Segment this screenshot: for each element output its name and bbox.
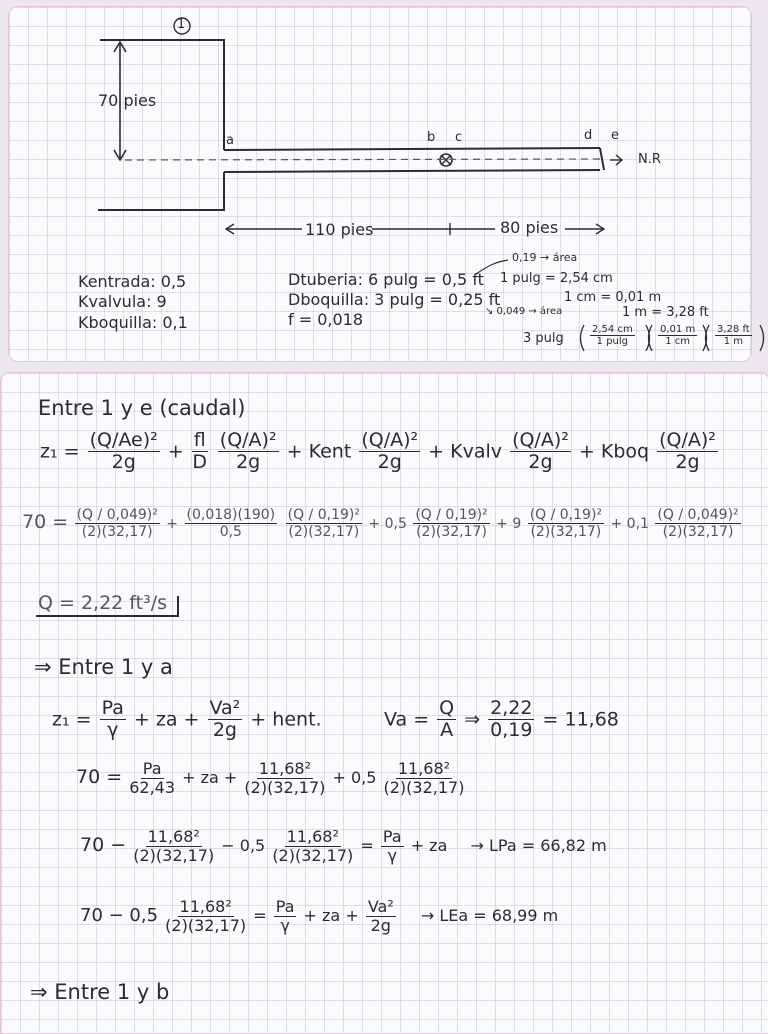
equation-pressure-head: 70 − $\frac{\text{11,68²}}{(2)(32,17)}$ − 0,5 $\frac{\text{11,68²}}{(2)(32,17)}$ = $\frac{Pa}{\gamma}$ + za → LPa = 66,82 m xyxy=(80,827,607,865)
conversion-chain-term-2: $\frac{0,01 m}{1 cm}$ xyxy=(660,324,696,347)
point-b-label: b xyxy=(427,130,436,145)
flow-rate-result: Q = 2,22 ft³/s xyxy=(38,592,168,614)
area-note-2: ↘ 0,049 → área xyxy=(485,306,563,317)
datum-line xyxy=(125,159,600,160)
point-a-label: a xyxy=(226,133,234,148)
equation-substituted: 70 = $\frac{\text{(Q / 0,049)²}}{(2)(32,17)}$ + $\frac{(0,018)(190)}{0,5}$ $\frac{\text{(Q / 0,19)²}}{(2)(32,17)}$ + 0,5 $\frac{\text{(Q / 0,19)²}}{(2)(32,17)}$ + 9 $\frac{\text{(Q / 0,19)²}}{(2)(32,17)}$ + 0,1 $\frac{\text{(Q / 0,049)²}}{(2)(32,17)}$ xyxy=(22,507,739,541)
friction-factor: f = 0,018 xyxy=(288,310,364,329)
equation-energy-head: 70 − 0,5 $\frac{\text{11,68²}}{(2)(32,17)}$ = $\frac{Pa}{\gamma}$ + za + $\frac{\text{Va²}}{2g}$ → LEa = 68,99 m xyxy=(80,897,559,935)
nozzle-end xyxy=(600,148,604,170)
reference-level-label: N.R xyxy=(638,152,661,167)
length-110-label: 110 pies xyxy=(305,220,374,239)
point-1-label: 1 xyxy=(177,17,186,32)
equation-energy-1-a: z₁ = $\frac{Pa}{\gamma}$ + za + $\frac{\text{Va²}}{2g}$ + hent. xyxy=(52,697,322,741)
pipe-bottom xyxy=(224,170,600,172)
point-c-label: c xyxy=(455,130,463,145)
height-label: 70 pies xyxy=(98,91,157,110)
conversion-2: 1 cm = 0,01 m xyxy=(564,290,662,305)
equation-energy-1-e: z₁ = $\frac{\text{(Q/Ae)²}}{2g}$ + $\frac{fl}{D}$ $\frac{\text{(Q/A)²}}{2g}$ + Kent $\frac{\text{(Q/A)²}}{2g}$ + Kvalv $\frac{\text{(Q/A)²}}{2g}$ + Kboq $\frac{\text{(Q/A)²}}{2g}$ xyxy=(40,429,716,473)
heading-entre-1-y-b: ⇒ Entre 1 y b xyxy=(30,980,170,1004)
velocity-calc: Va = $\frac{Q}{A}$ ⇒ $\frac{2,22}{0,19}$ = 11,68 xyxy=(384,697,619,741)
length-80-label: 80 pies xyxy=(500,218,559,237)
k-entrada: Kentrada: 0,5 xyxy=(78,272,187,291)
conversion-1: 1 pulg = 2,54 cm xyxy=(500,271,613,286)
equation-substituted-a: 70 = $\frac{Pa}{62,43}$ + za + $\frac{\text{11,68²}}{(2)(32,17)}$ + 0,5 $\frac{\text{11,68²}}{(2)(32,17)}$ xyxy=(76,759,465,797)
point-e-label: e xyxy=(611,128,619,143)
point-d-label: d xyxy=(584,128,593,143)
heading-entre-1-y-a: ⇒ Entre 1 y a xyxy=(34,655,173,679)
conversion-chain-term-3: $\frac{3,28 ft}{1 m}$ xyxy=(717,324,750,347)
area-note-1: 0,19 → área xyxy=(512,251,578,264)
conversion-chain-term-1: $\frac{2,54 cm}{1 pulg}$ xyxy=(592,324,633,347)
k-valvula: Kvalvula: 9 xyxy=(78,292,167,311)
d-tuberia: Dtuberia: 6 pulg = 0,5 ft xyxy=(288,270,484,289)
d-boquilla: Dboquilla: 3 pulg = 0,25 ft xyxy=(288,290,501,309)
reservoir-wall-lower xyxy=(98,172,224,210)
conversion-3: 1 m = 3,28 ft xyxy=(622,305,709,320)
heading-entre-1-y-e: Entre 1 y e (caudal) xyxy=(38,396,246,420)
pipe-top xyxy=(224,148,600,150)
conversion-chain-start: 3 pulg xyxy=(523,331,564,346)
k-boquilla: Kboquilla: 0,1 xyxy=(78,313,188,332)
